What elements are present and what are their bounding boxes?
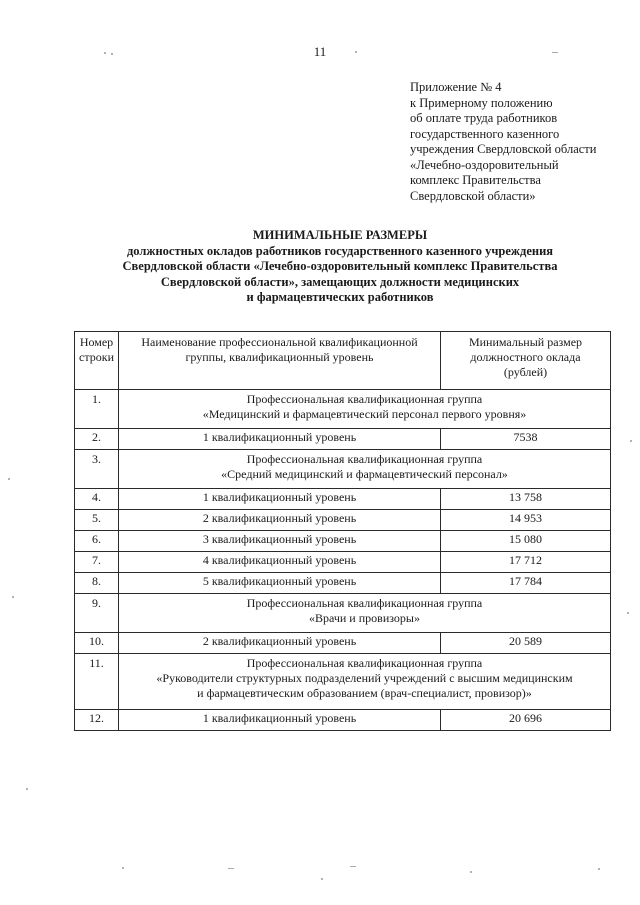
header-line: строки (79, 350, 114, 364)
group-line: и фармацевтическим образованием (врач-специалист, провизор)» (197, 686, 532, 700)
scan-artifact (627, 612, 629, 614)
table-row (75, 510, 611, 531)
group-line: Профессиональная квалификационная группа (246, 656, 483, 670)
title-line: и фармацевтических работников (246, 290, 434, 304)
row-number: 10. (75, 633, 119, 654)
appendix-line: Приложение № 4 (410, 80, 502, 94)
salary-value: 20 589 (441, 633, 611, 654)
group-line: Профессиональная квалификационная группа (246, 596, 483, 610)
table-row (75, 489, 611, 510)
scan-artifact (12, 596, 14, 598)
title-line: Свердловской области», замещающих должности медицинских (160, 274, 520, 289)
qualification-level: 1 квалификационный уровень (119, 429, 441, 450)
group-line: «Руководители структурных подразделений учреждений с высшим медицинским (156, 671, 573, 685)
scan-artifact (228, 868, 234, 869)
table-row (75, 573, 611, 594)
qualification-level: 1 квалификационный уровень (119, 710, 441, 731)
scan-artifact (111, 53, 113, 55)
qualification-level: 1 квалификационный уровень (119, 489, 441, 510)
header-line: Наименование профессиональной квалификационной (141, 335, 418, 349)
title-line: Свердловской области «Лечебно-оздоровительный комплекс Правительства (122, 259, 558, 273)
group-line: Профессиональная квалификационная группа (246, 392, 483, 406)
header-row-number (75, 332, 119, 390)
row-number: 5. (75, 510, 119, 531)
group-line: Профессиональная квалификационная группа (246, 452, 483, 466)
group-line: «Средний медицинский и фармацевтический персонал» (221, 467, 508, 481)
qualification-level: 5 квалификационный уровень (119, 573, 441, 594)
table-row (75, 552, 611, 573)
appendix-line: Свердловской области» (410, 188, 536, 203)
header-group-name (119, 332, 441, 390)
header-line: Номер (79, 335, 114, 349)
scan-artifact (104, 52, 106, 54)
scan-artifact (321, 878, 323, 880)
table-row-group (75, 594, 611, 633)
header-line: группы, квалификационный уровень (185, 350, 374, 364)
salary-value: 15 080 (441, 531, 611, 552)
document-title (40, 228, 640, 306)
salary-value: 17 712 (441, 552, 611, 573)
row-number: 4. (75, 489, 119, 510)
scan-artifact (630, 440, 632, 442)
group-title (119, 654, 611, 710)
title-line: должностных окладов работников государственного казенного учреждения (126, 243, 554, 258)
row-number: 12. (75, 710, 119, 731)
row-number: 11. (75, 654, 119, 710)
row-number: 6. (75, 531, 119, 552)
salary-value: 14 953 (441, 510, 611, 531)
row-number: 8. (75, 573, 119, 594)
qualification-level: 2 квалификационный уровень (119, 510, 441, 531)
appendix-line: «Лечебно-оздоровительный (410, 157, 559, 172)
group-title (119, 594, 611, 633)
appendix-line: к Примерному положению (410, 95, 553, 110)
appendix-line: государственного казенного (410, 126, 560, 141)
row-number: 9. (75, 594, 119, 633)
scan-artifact (552, 52, 558, 53)
qualification-level: 4 квалификационный уровень (119, 552, 441, 573)
qualification-level: 3 квалификационный уровень (119, 531, 441, 552)
salary-value: 17 784 (441, 573, 611, 594)
qualification-level: 2 квалификационный уровень (119, 633, 441, 654)
header-line: Минимальный размер (468, 335, 583, 349)
appendix-line: учреждения Свердловской области (410, 142, 597, 156)
scan-artifact (122, 867, 124, 869)
row-number: 3. (75, 450, 119, 489)
title-line: МИНИМАЛЬНЫЕ РАЗМЕРЫ (252, 228, 428, 242)
scan-artifact (26, 788, 28, 790)
salary-value: 13 758 (441, 489, 611, 510)
table-header-row (75, 332, 611, 390)
table-row (75, 710, 611, 731)
scan-artifact (8, 478, 10, 480)
row-number: 1. (75, 390, 119, 429)
scan-artifact (470, 871, 472, 873)
row-number: 2. (75, 429, 119, 450)
table-row (75, 429, 611, 450)
group-title (119, 390, 611, 429)
table-row (75, 531, 611, 552)
appendix-note (410, 80, 635, 204)
table-row (75, 633, 611, 654)
appendix-line: об оплате труда работников (410, 111, 558, 125)
salary-table (74, 331, 611, 731)
group-title (119, 450, 611, 489)
salary-value: 20 696 (441, 710, 611, 731)
appendix-line: комплекс Правительства (410, 173, 541, 187)
header-min-salary (441, 332, 611, 390)
salary-value: 7538 (441, 429, 611, 450)
header-line: должностного оклада (470, 350, 581, 364)
scan-artifact (350, 866, 356, 867)
table-row-group (75, 654, 611, 710)
scan-artifact (598, 868, 600, 870)
row-number: 7. (75, 552, 119, 573)
table-row-group (75, 390, 611, 429)
scan-artifact (355, 51, 357, 53)
table-row-group (75, 450, 611, 489)
header-line: (рублей) (503, 365, 548, 379)
page-number: 11 (313, 44, 327, 59)
group-line: «Врачи и провизоры» (309, 611, 420, 625)
group-line: «Медицинский и фармацевтический персонал первого уровня» (202, 407, 527, 421)
